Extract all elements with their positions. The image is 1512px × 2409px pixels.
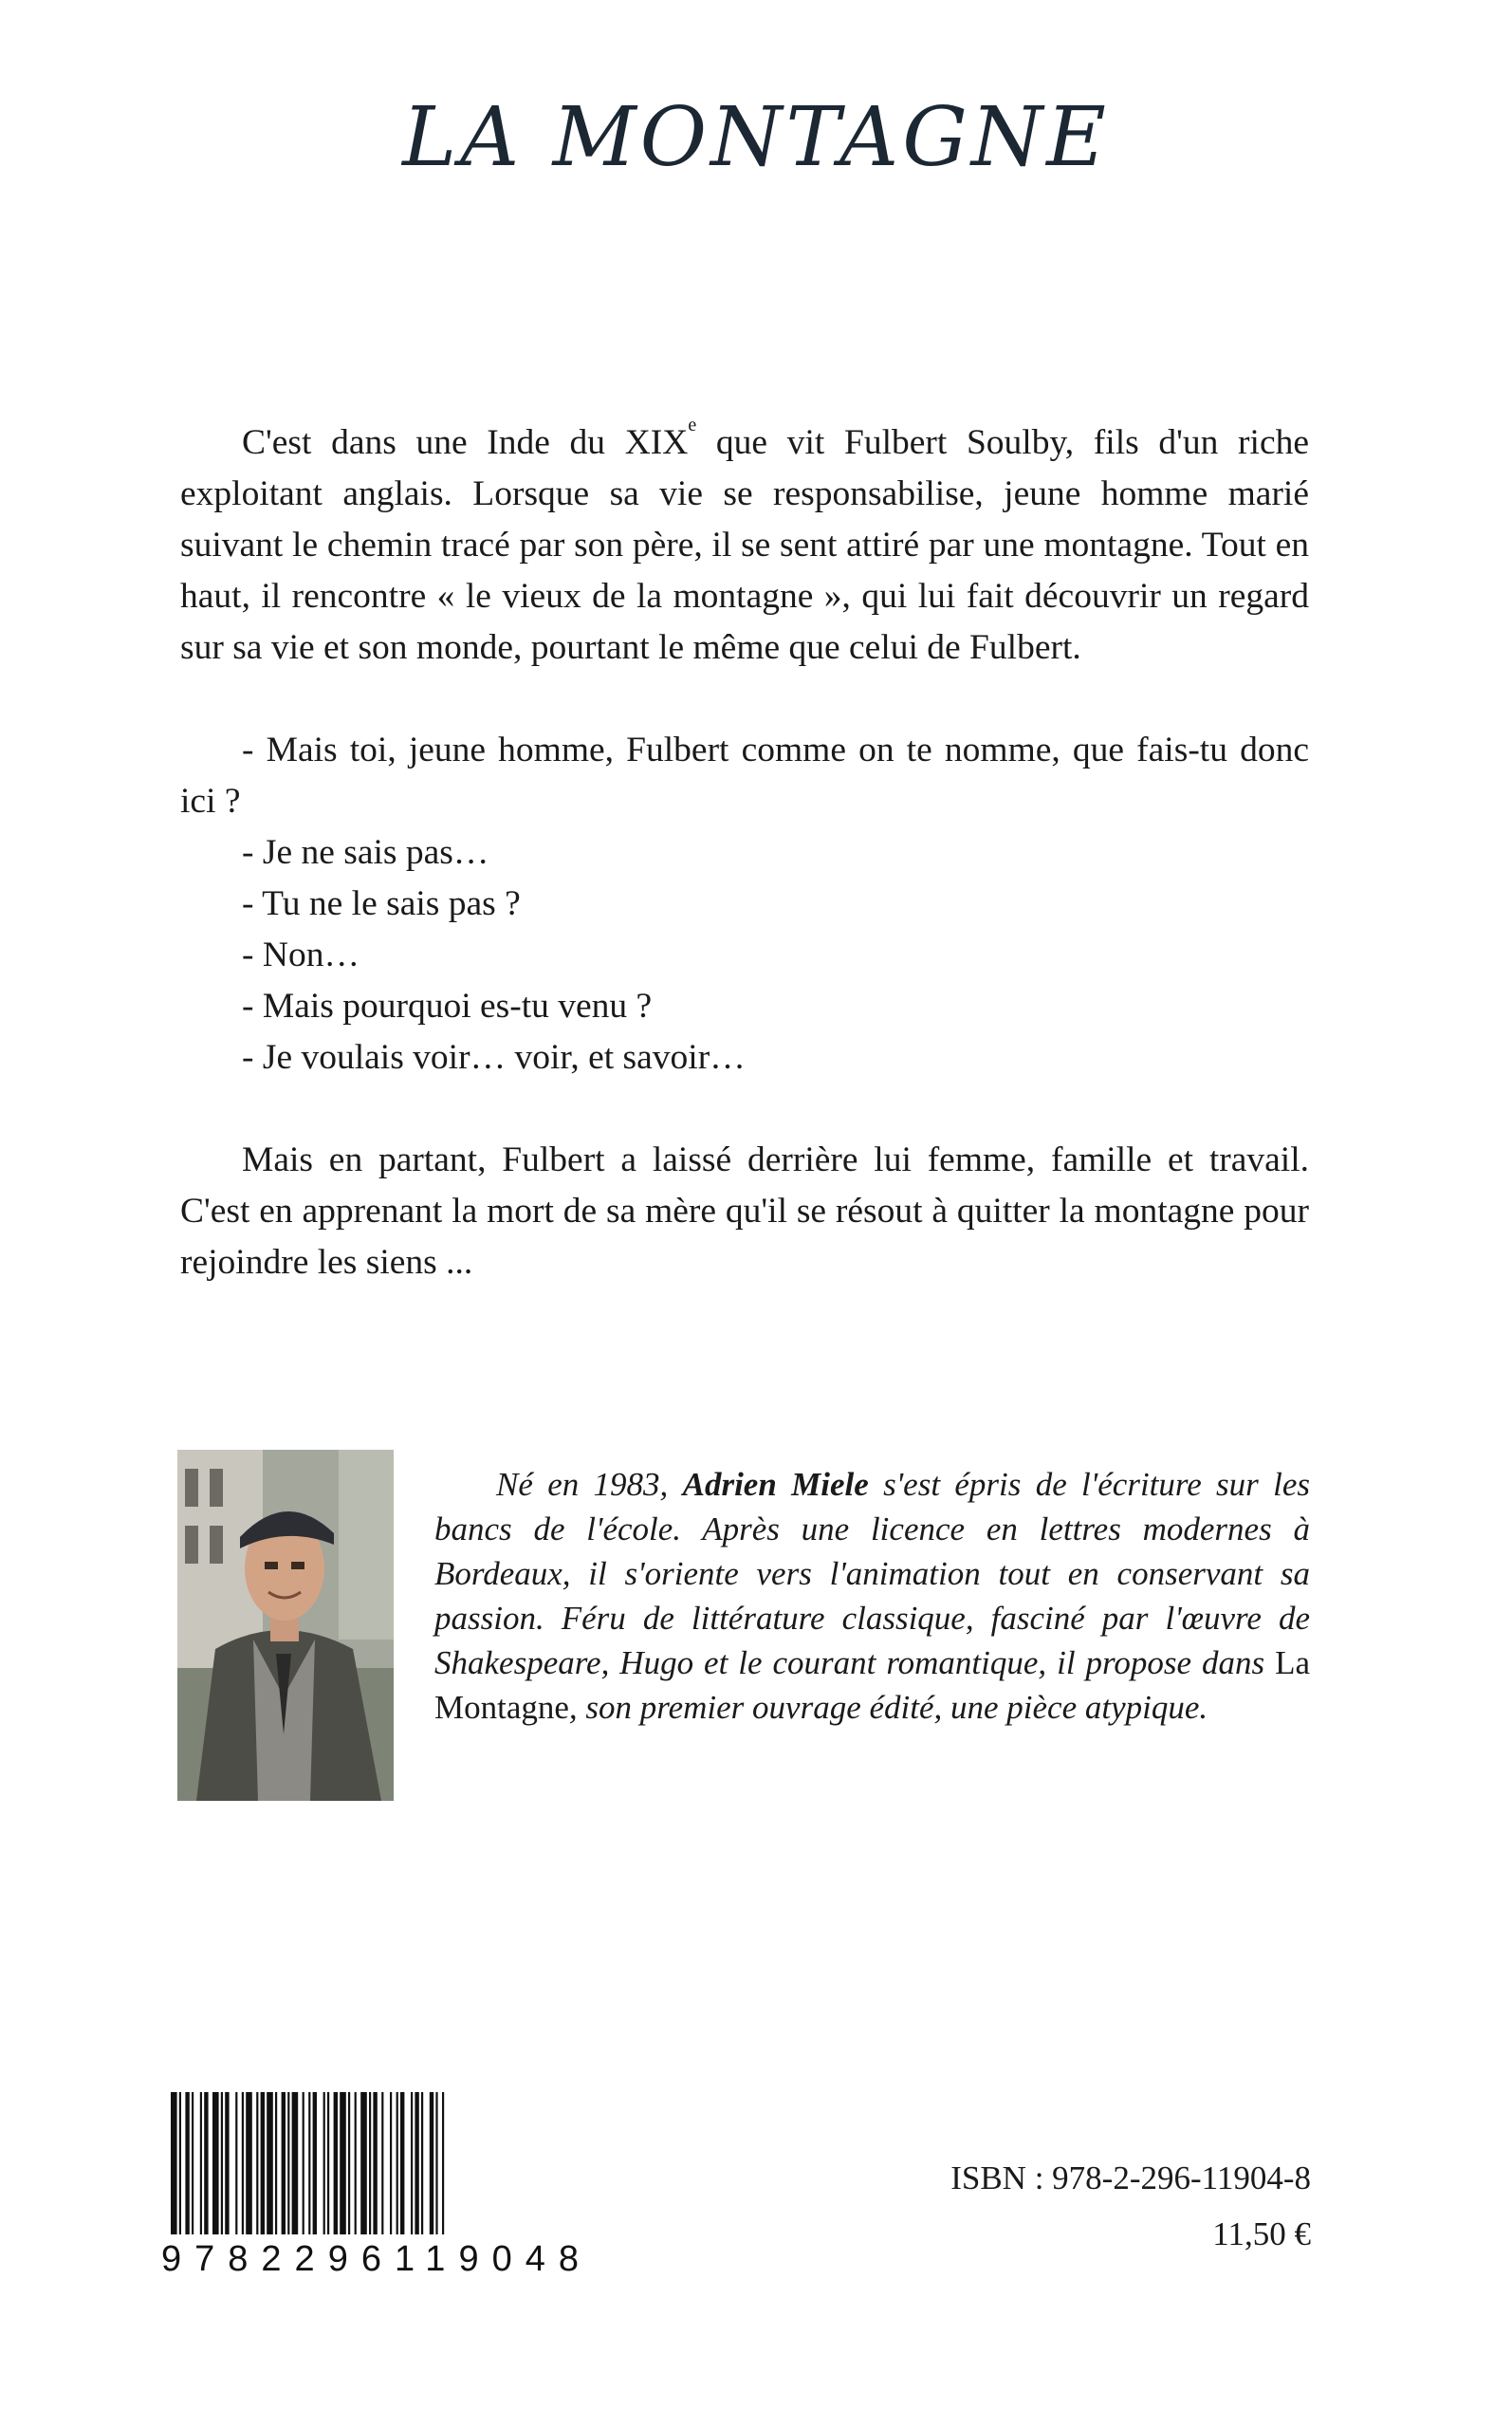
dialogue-line: - Je ne sais pas… [242,833,489,872]
dialogue-line: - Mais toi, jeune homme, Fulbert comme on te nomme, que fais-tu donc ici ? [180,731,1309,821]
book-title: LA MONTAGNE [402,90,1110,185]
dialogue-line: - Non… [242,936,360,974]
dialogue-line: - Tu ne le sais pas ? [242,884,521,923]
author-photo [177,1450,394,1801]
summary-paragraph-1: C'est dans une Inde du XIXe que vit Fulbert Soulby, fils d'un riche exploitant anglais. Lorsque sa vie se responsabilise, jeune homme marié suivant le chemin tracé par son père, il se sent attiré par une montagne. Tout en haut, il rencontre « le vieux de la montagne », qui lui fait découvrir un regard sur sa vie et son monde, pourtant le même que celui de Fulbert. [180,415,1309,667]
dialogue-line: - Mais pourquoi es-tu venu ? [242,987,653,1026]
dialogue-excerpt [180,725,1309,1084]
author-biography: Né en 1983, Adrien Miele s'est épris de l'écriture sur les bancs de l'école. Après une licence en lettres modernes à Bordeaux, il s'oriente vers l'animation tout en conservant sa passion. Féru de littérature classique, fasciné par l'œuvre de Shakespeare, Hugo et le courant romantique, il propose dans La Montagne, son premier ouvrage édité, une pièce atypique. [434,1466,1310,1726]
author-name: Adrien Miele [682,1466,869,1503]
dialogue-line: - Je voulais voir… voir, et savoir… [242,1038,746,1077]
isbn: ISBN : 978-2-296-11904-8 [950,2159,1311,2196]
price: 11,50 € [1212,2215,1311,2252]
barcode-number: 9782296119048 [161,2239,579,2277]
summary-paragraph-3: Mais en partant, Fulbert a laissé derrière lui femme, famille et travail. C'est en apprenant la mort de sa mère qu'il se résout à quitter la montagne pour rejoindre les siens ... [180,1140,1309,1282]
book-summary [180,417,1309,1288]
barcode [161,2092,598,2277]
